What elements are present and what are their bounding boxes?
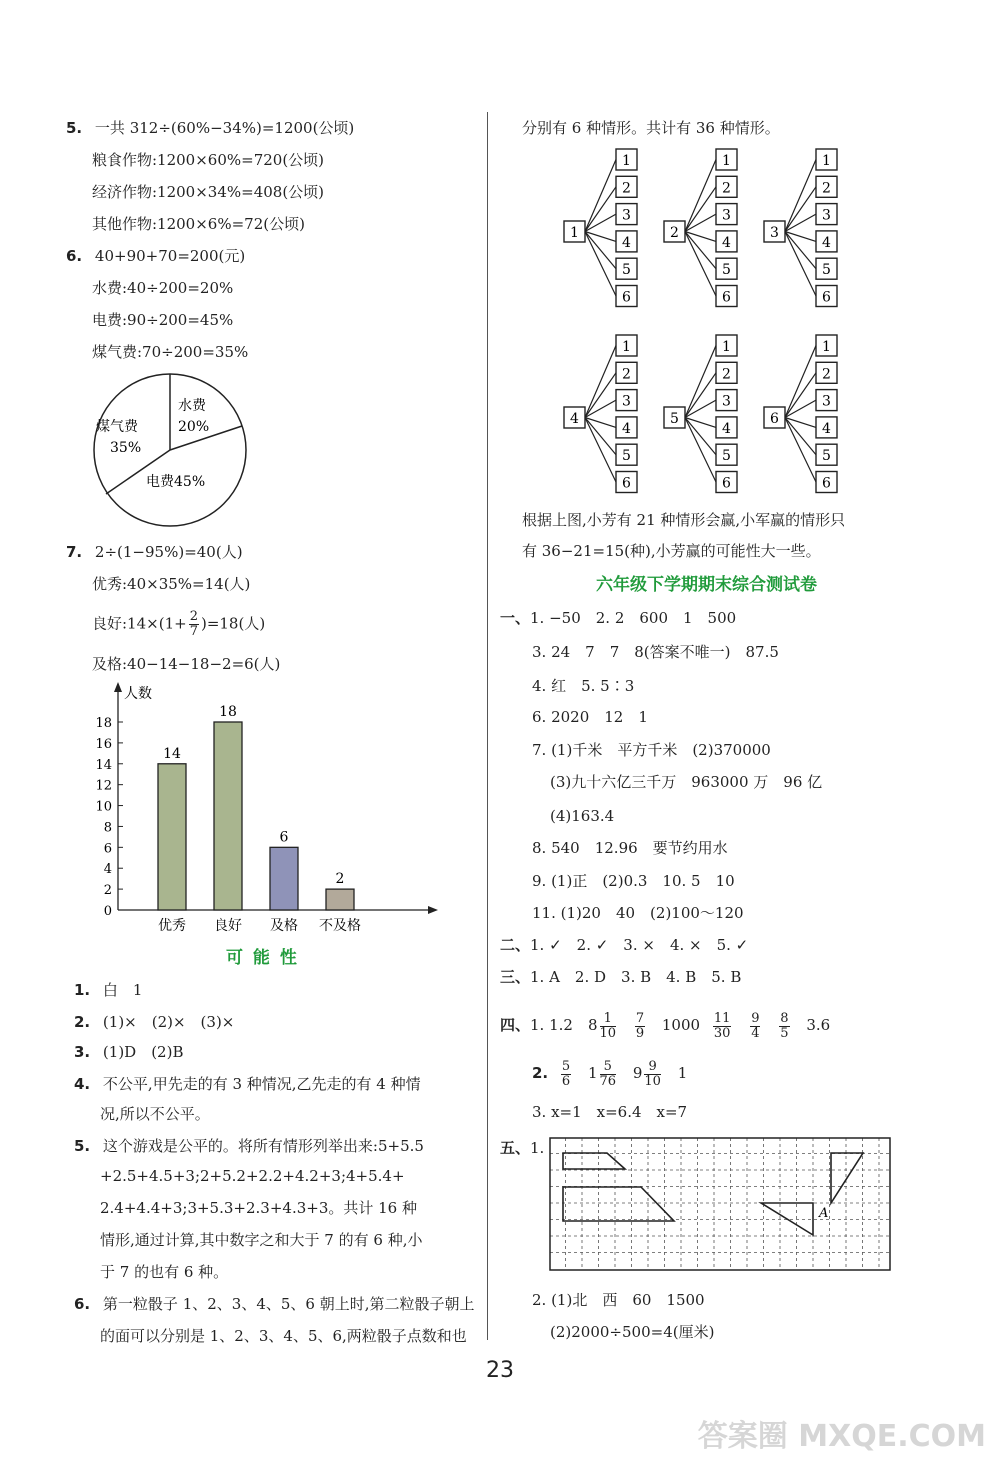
fraction-numerator: 5 <box>561 1058 571 1074</box>
q5-line1 <box>66 118 354 138</box>
fraction-numerator: 7 <box>635 1010 645 1026</box>
s4-q1-mid: 1000 <box>661 1016 701 1034</box>
bar <box>326 889 354 910</box>
trapezoid-small <box>563 1153 625 1169</box>
chart-x-arrow <box>428 906 438 914</box>
s5-q2-line2: (2)2000÷500=4(厘米) <box>550 1323 715 1341</box>
s4-q1-end: 3.6 <box>806 1016 831 1034</box>
q5-text1: 一共 312÷(60%−34%)=1200(公顷) <box>94 119 355 137</box>
s1-line10: 11. (1)20 40 (2)100～120 <box>532 904 744 922</box>
tree-leaf-label: 3 <box>622 393 631 410</box>
tree-root-label: 1 <box>570 225 579 241</box>
tree-branch <box>785 373 816 418</box>
bar <box>158 764 186 910</box>
bar-chart <box>80 680 450 945</box>
fraction-denominator: 6 <box>561 1073 571 1089</box>
fraction-denominator: 7 <box>189 624 198 639</box>
tree-branch <box>585 160 616 232</box>
tree-branch <box>785 187 816 232</box>
tree-leaf-label: 2 <box>722 366 731 383</box>
q6-text1: 40+90+70=200(元) <box>94 247 246 265</box>
geometry-grid-figure <box>549 1137 891 1271</box>
p2-text: (1)× (2)× (3)× <box>102 1013 235 1031</box>
s1-text1: 1. −50 2. 2 600 1 500 <box>530 609 737 627</box>
q7-line1 <box>66 542 243 562</box>
p3-line <box>74 1042 183 1062</box>
s3-line <box>500 967 741 987</box>
p6-line2: 的面可以分别是 1、2、3、4、5、6,两粒骰子点数和也 <box>100 1327 467 1345</box>
y-tick-label: 10 <box>95 799 112 815</box>
tree-branch <box>585 400 616 417</box>
p5-line1 <box>74 1136 424 1156</box>
tree-leaf-label: 1 <box>822 153 831 169</box>
tree-leaf-label: 4 <box>622 234 631 251</box>
tree-branch <box>685 214 716 231</box>
p4-line2: 况,所以不公平。 <box>100 1105 210 1123</box>
tree-leaf-label: 3 <box>822 393 831 410</box>
grid-border <box>550 1138 890 1270</box>
s4-line1 <box>500 1008 830 1042</box>
fraction-numerator: 8 <box>780 1010 789 1026</box>
s4-line3: 3. x=1 x=6.4 x=7 <box>532 1103 688 1121</box>
s2-line <box>500 935 748 955</box>
fraction-denominator: 10 <box>599 1025 617 1041</box>
tree-leaf-label: 1 <box>822 339 831 355</box>
p4-number: 4. <box>74 1075 91 1093</box>
chart-y-arrow <box>114 682 122 692</box>
q5-line4: 其他作物:1200×6%=72(公顷) <box>92 215 305 233</box>
bar-value-label: 18 <box>219 704 237 720</box>
q5-line2: 粮食作物:1200×60%=720(公顷) <box>92 151 325 169</box>
y-tick-label: 18 <box>95 716 112 731</box>
tree-leaf-label: 4 <box>722 420 731 437</box>
tree-branch <box>585 187 616 232</box>
s1-line7: (4)163.4 <box>550 807 615 825</box>
p6-line1 <box>74 1294 475 1314</box>
fraction <box>561 1060 571 1089</box>
tree-leaf-label: 6 <box>622 289 631 306</box>
q6-line4: 煤气费:70÷200=35% <box>92 343 249 361</box>
y-tick-label: 6 <box>103 841 112 857</box>
y-tick-label: 2 <box>103 883 112 899</box>
fraction-numerator: 5 <box>600 1060 617 1075</box>
fraction-denominator: 30 <box>713 1025 731 1041</box>
tree-leaf-label: 2 <box>622 180 631 197</box>
tree-leaf-label: 1 <box>722 339 731 355</box>
q7-line3-pre: 良好:14× <box>92 614 159 633</box>
tree-branch <box>585 346 616 418</box>
tree-branch <box>785 346 816 418</box>
grid-lines <box>550 1138 889 1269</box>
tree-leaf-label: 5 <box>622 448 631 465</box>
p3-number: 3. <box>74 1043 91 1061</box>
q7-number: 7. <box>66 543 83 561</box>
tree-branch <box>685 160 716 232</box>
s4-q2-end: 1 <box>677 1064 688 1082</box>
p3-text: (1)D (2)B <box>102 1043 184 1061</box>
tree-branch <box>685 187 716 232</box>
tree-branch <box>785 400 816 417</box>
fraction-denominator: 4 <box>751 1025 760 1041</box>
q5-number: 5. <box>66 119 83 137</box>
mixed-whole: 9 <box>632 1064 643 1082</box>
s4-line2 <box>532 1056 687 1090</box>
tree-branch <box>685 400 716 417</box>
tree-branch <box>785 214 816 231</box>
column-divider <box>487 112 488 1340</box>
tree-leaf-label: 5 <box>822 262 831 279</box>
point-a-label: A <box>819 1206 829 1221</box>
p2-number: 2. <box>74 1013 91 1031</box>
p4-text1: 不公平,甲先走的有 3 种情况,乙先走的有 4 种情 <box>102 1075 421 1093</box>
tree-leaf-label: 4 <box>822 234 831 251</box>
s1-line6: (3)九十六亿三千万 963000 万 96 亿 <box>550 773 823 791</box>
p5-line4: 情形,通过计算,其中数字之和大于 7 的有 6 种,小 <box>100 1231 423 1249</box>
bar <box>214 722 242 910</box>
fraction-denominator: 9 <box>635 1025 645 1041</box>
trapezoid-large <box>563 1187 674 1221</box>
tree-leaf-label: 1 <box>622 153 631 169</box>
right-top-line: 分别有 6 种情形。共计有 36 种情形。 <box>522 119 780 137</box>
q7-line3 <box>92 610 265 639</box>
triangle-upper <box>831 1153 863 1203</box>
x-category-label: 优秀 <box>158 918 186 934</box>
x-category-label: 及格 <box>270 918 298 934</box>
fraction <box>779 1012 789 1041</box>
tree-leaf-label: 3 <box>722 207 731 224</box>
tree-leaf-label: 4 <box>622 420 631 437</box>
p1-line <box>74 980 142 1000</box>
fraction <box>750 1012 760 1041</box>
q6-line2: 水费:40÷200=20% <box>92 279 234 297</box>
after-tree-line2: 有 36−21=15(种),小芳赢的可能性大一些。 <box>522 542 821 560</box>
q7-line4: 及格:40−14−18−2=6(人) <box>92 655 281 673</box>
q7-text1: 2÷(1−95%)=40(人) <box>94 543 243 561</box>
tree-leaf-label: 1 <box>722 153 731 169</box>
q7-line3-post: )=18(人) <box>200 614 266 633</box>
y-tick-label: 14 <box>95 757 112 773</box>
tree-leaf-label: 1 <box>622 339 631 355</box>
page-number: 23 <box>486 1358 514 1383</box>
tree-leaf-label: 5 <box>822 448 831 465</box>
bar-value-label: 2 <box>335 871 345 888</box>
s2-text: 1. ✓ 2. ✓ 3. × 4. × 5. ✓ <box>530 936 749 954</box>
tree-leaf-label: 6 <box>722 289 731 306</box>
fraction-numerator: 1 <box>600 1012 617 1027</box>
fraction-numerator: 9 <box>751 1010 760 1026</box>
chart-y-label: 人数 <box>124 686 152 702</box>
mixed-whole: 1 <box>587 1064 598 1082</box>
fraction-denominator: 76 <box>599 1073 617 1089</box>
s5-label: 五、 <box>500 1139 531 1157</box>
tree-root-label: 6 <box>770 411 779 427</box>
fraction <box>644 1060 661 1089</box>
fraction-denominator: 10 <box>644 1073 661 1089</box>
p5-number: 5. <box>74 1137 91 1155</box>
after-tree-line1: 根据上图,小芳有 21 种情形会赢,小军赢的情形只 <box>522 511 846 529</box>
q7-line3-open: (1+ <box>158 614 187 633</box>
tree-leaf-label: 2 <box>722 180 731 197</box>
p2-line <box>74 1012 234 1032</box>
s1-line3: 4. 红 5. 5∶3 <box>532 677 635 695</box>
tree-leaf-label: 6 <box>722 475 731 492</box>
tree-leaf-label: 5 <box>722 448 731 465</box>
fraction <box>600 1060 617 1089</box>
triangle-lower <box>761 1203 813 1235</box>
tree-leaf-label: 6 <box>622 475 631 492</box>
tree-root-label: 5 <box>670 411 679 427</box>
q6-number: 6. <box>66 247 83 265</box>
tree-leaf-label: 5 <box>722 262 731 279</box>
pie-pct-gas: 35% <box>110 440 142 456</box>
tree-branch <box>585 214 616 231</box>
p5-line2: +2.5+4.5+3;2+5.2+2.2+4.2+3;4+5.4+ <box>100 1167 405 1185</box>
s1-line1 <box>500 608 736 628</box>
x-category-label: 不及格 <box>319 918 361 934</box>
tree-leaf-label: 2 <box>822 366 831 383</box>
p1-text: 白 1 <box>102 981 143 999</box>
s3-label: 三、 <box>500 968 531 986</box>
p4-line1 <box>74 1074 421 1094</box>
p5-line5: 于 7 的也有 6 种。 <box>100 1263 229 1281</box>
fraction-numerator: 2 <box>189 609 198 624</box>
x-category-label: 良好 <box>214 918 242 934</box>
tree-leaf-label: 2 <box>622 366 631 383</box>
y-tick-label: 4 <box>103 862 112 878</box>
tree-branch <box>685 346 716 418</box>
pie-label-gas: 煤气费 <box>96 419 138 435</box>
fraction <box>600 1012 617 1041</box>
pie-label-electric: 电费45% <box>146 474 206 490</box>
tree-leaf-label: 6 <box>822 289 831 306</box>
dice-tree-diagrams <box>560 145 890 500</box>
p6-number: 6. <box>74 1295 91 1313</box>
pie-chart <box>90 370 250 530</box>
fraction <box>635 1012 645 1041</box>
y-tick-label: 8 <box>103 820 112 836</box>
tree-leaf-label: 4 <box>722 234 731 251</box>
tree-leaf-label: 5 <box>622 262 631 279</box>
tree-root-label: 4 <box>570 411 579 427</box>
s1-line9: 9. (1)正 (2)0.3 10. 5 10 <box>532 872 735 890</box>
fraction-denominator: 5 <box>780 1025 789 1041</box>
tree-leaf-label: 3 <box>622 207 631 224</box>
p6-text1: 第一粒骰子 1、2、3、4、5、6 朝上时,第二粒骰子朝上 <box>102 1295 475 1313</box>
section-title-possibility: 可 能 性 <box>226 948 299 968</box>
s1-line5: 7. (1)千米 平方千米 (2)370000 <box>532 741 771 759</box>
fraction-numerator: 11 <box>713 1010 731 1026</box>
tree-branch <box>685 373 716 418</box>
s1-label: 一、 <box>500 609 531 627</box>
p1-number: 1. <box>74 981 91 999</box>
pie-pct-water: 20% <box>178 419 210 435</box>
exam-title: 六年级下学期期末综合测试卷 <box>596 575 817 595</box>
fraction <box>189 610 199 639</box>
bar-value-label: 14 <box>163 745 181 762</box>
bar <box>270 847 298 910</box>
bar-layer <box>95 704 361 934</box>
s4-label: 四、 <box>500 1016 531 1034</box>
q5-line3: 经济作物:1200×34%=408(公顷) <box>92 183 325 201</box>
q7-line2: 优秀:40×35%=14(人) <box>92 575 251 593</box>
tree-leaf-label: 3 <box>822 207 831 224</box>
tree-root-label: 3 <box>770 225 779 241</box>
y-tick-label: 0 <box>103 904 112 919</box>
tree-leaf-label: 2 <box>822 180 831 197</box>
s1-line2: 3. 24 7 7 8(答案不唯一) 87.5 <box>532 643 779 661</box>
tree-leaf-label: 4 <box>822 420 831 437</box>
s5-q2-line1: 2. (1)北 西 60 1500 <box>532 1291 705 1309</box>
y-tick-label: 16 <box>95 736 112 752</box>
q6-line1 <box>66 246 245 266</box>
s5-q1: 1. <box>530 1139 545 1157</box>
s4-q2-num: 2. <box>532 1064 549 1082</box>
s1-line8: 8. 540 12.96 要节约用水 <box>532 839 728 857</box>
tree-root-label: 2 <box>670 225 679 241</box>
tree-branch <box>785 160 816 232</box>
p5-line3: 2.4+4.4+3;3+5.3+2.3+4.3+3。共计 16 种 <box>100 1199 417 1217</box>
s1-line4: 6. 2020 12 1 <box>532 708 648 726</box>
tree-leaf-label: 6 <box>822 475 831 492</box>
y-tick-label: 12 <box>95 778 112 794</box>
s4-q1-pre: 1. 1.2 8 <box>530 1016 598 1034</box>
s5-line1 <box>500 1138 544 1158</box>
bar-value-label: 6 <box>279 829 289 846</box>
s3-text: 1. A 2. D 3. B 4. B 5. B <box>530 968 742 986</box>
fraction <box>713 1012 732 1041</box>
watermark-logo: 答案圈 MXQE.COM <box>697 1419 986 1454</box>
p5-text1: 这个游戏是公平的。将所有情形列举出来:5+5.5 <box>102 1137 424 1155</box>
tree-branch <box>585 373 616 418</box>
q6-line3: 电费:90÷200=45% <box>92 311 234 329</box>
tree-leaf-label: 3 <box>722 393 731 410</box>
pie-label-water: 水费 <box>178 398 206 414</box>
fraction-numerator: 9 <box>644 1060 661 1075</box>
s2-label: 二、 <box>500 936 531 954</box>
